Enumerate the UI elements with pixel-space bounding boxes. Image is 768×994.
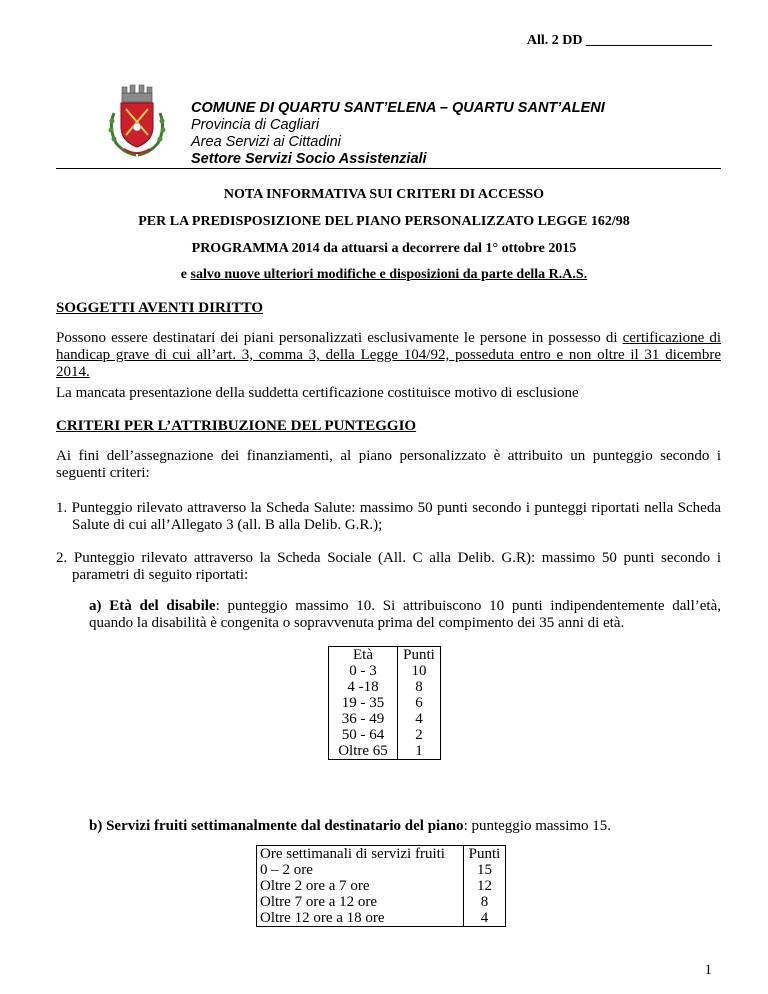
comune-name: COMUNE DI QUARTU SANT’ELENA – QUARTU SANT’ALENI [191,100,605,116]
paragraph-criteri-intro: Ai fini dell’assegnazione dei finanziamenti, al piano personalizzato è attribuito un punteggio secondo i seguenti criteri: [56,448,721,481]
table-row [329,663,441,679]
title-line-2: PER LA PREDISPOSIZIONE DEL PIANO PERSONALIZZATO LEGGE 162/98 [138,214,630,229]
area-name: Area Servizi ai Cittadini [191,134,341,150]
header-divider [56,168,721,169]
criterion-servizi-text: : punteggio massimo 15. [463,818,612,834]
criteria-item-1: 1. Punteggio rilevato attraverso la Scheda Salute: massimo 50 punti secondo i punteggi riportati nella Scheda Salute di cui all’Allegato 3 (all. B alla Delib. G.R.); [56,500,721,533]
criterion-servizi-title: b) Servizi fruiti settimanalmente dal destinatario del piano [89,818,464,834]
criterion-eta [89,598,721,632]
municipal-crest-icon [106,83,168,158]
table-cell: 2 [398,727,441,743]
header-block [191,100,605,168]
criterion-eta-title: a) Età del disabile [89,598,216,614]
title-line-4 [0,267,768,283]
criteria-item-2: 2. Punteggio rilevato attraverso la Scheda Sociale (All. C alla Delib. G.R): massimo 50 punti secondo i parametri di seguito riportati: [56,550,721,583]
table-cell: 8 [398,679,441,695]
table-row [257,862,506,878]
title-line-1: NOTA INFORMATIVA SUI CRITERI DI ACCESSO [223,187,545,202]
table-cell: 36 - 49 [329,711,398,727]
table-cell: 15 [464,862,506,878]
table-eta-punti [328,646,441,760]
settore-name: Settore Servizi Socio Assistenziali [191,151,427,167]
table-cell: 12 [464,878,506,894]
paragraph-esclusione: La mancata presentazione della suddetta certificazione costituisce motivo di esclusione [56,385,579,401]
paragraph-destinatari-text: Possono essere destinatari dei piani personalizzati esclusivamente le persone in possesso di [56,330,623,346]
table-cell: 4 [464,910,506,927]
title-line-3: PROGRAMMA 2014 da attuarsi a decorrere dal 1° ottobre 2015 [191,241,577,256]
table-cell: 50 - 64 [329,727,398,743]
table-cell: Oltre 65 [329,743,398,760]
provincia-name: Provincia di Cagliari [191,117,320,133]
table-cell: 19 - 35 [329,695,398,711]
paragraph-destinatari-underlined: certificazione di handicap grave di cui all’art. 3, comma 3, della Legge 104/92, posseduta entro e non oltre il 31 dicembre 2014. [56,330,721,380]
criterion-eta-text: : punteggio massimo 10. Si attribuiscono 10 punti indipendentemente dall’età, quando la disabilità è congenita o sopravvenuta prima del compimento dei 35 anni di età. [89,598,721,631]
table-cell: 0 – 2 ore [257,862,464,878]
table-row [329,727,441,743]
table-row [329,679,441,695]
title-line-4-underlined: salvo nuove ulteriori modifiche e disposizioni da parte della R.A.S. [190,267,588,282]
attachment-label: All. 2 DD [526,33,586,48]
table-header-row [329,647,441,664]
table-header-row [257,846,506,863]
section-heading-soggetti: SOGGETTI AVENTI DIRITTO [56,300,264,316]
page-number: 1 [704,962,712,978]
table-servizi-punti [256,845,506,927]
table-cell: 10 [398,663,441,679]
table-cell: Oltre 7 ore a 12 ore [257,894,464,910]
table-cell: 6 [398,695,441,711]
attachment-reference [527,33,712,49]
table-cell: 4 -18 [329,679,398,695]
criterion-servizi [89,818,721,835]
table-cell: 8 [464,894,506,910]
table-cell: 1 [398,743,441,760]
table-cell: Oltre 12 ore a 18 ore [257,910,464,927]
table-header-cell: Punti [464,846,506,863]
section-heading-criteri: CRITERI PER L’ATTRIBUZIONE DEL PUNTEGGIO [56,418,417,434]
table-header-cell: Età [329,647,398,664]
attachment-blank: __________________ [586,33,712,48]
table-cell: 4 [398,711,441,727]
table-row [329,743,441,760]
table-header-cell: Ore settimanali di servizi fruiti [257,846,464,863]
table-row [257,878,506,894]
table-row [329,695,441,711]
table-cell: 0 - 3 [329,663,398,679]
table-header-cell: Punti [398,647,441,664]
table-row [329,711,441,727]
table-row [257,910,506,927]
table-cell: Oltre 2 ore a 7 ore [257,878,464,894]
table-row [257,894,506,910]
paragraph-destinatari [56,330,721,381]
title-line-4-prefix: e [180,267,191,282]
